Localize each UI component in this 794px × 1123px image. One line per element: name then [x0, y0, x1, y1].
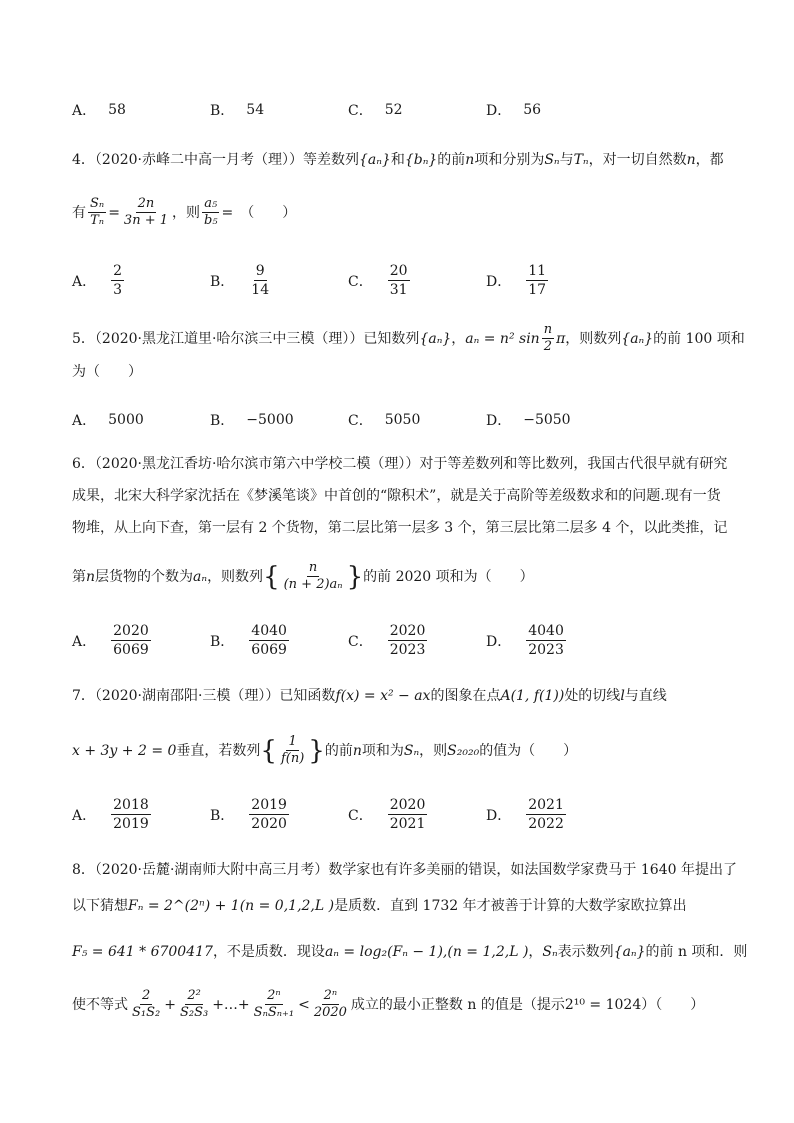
q8-rhs [312, 988, 349, 1021]
q6-text: 层货物的个数为 [95, 568, 194, 585]
q7-var-s2020: S₂₀₂₀ [447, 742, 480, 759]
q4-var-n: n [686, 152, 696, 168]
q4-line-1 [72, 150, 724, 170]
option-label: B． [210, 633, 235, 650]
q4-text: = （ ） [221, 204, 297, 221]
option-value: 58 [108, 102, 126, 118]
q8-op: < [298, 996, 310, 1013]
option-value: 52 [384, 102, 403, 118]
option-value: 56 [523, 102, 542, 118]
q3-option-a[interactable] [72, 100, 126, 120]
option-label: B． [210, 807, 235, 824]
q8-op: +…+ [212, 996, 250, 1013]
option-label: D． [486, 413, 512, 429]
q4-option-b[interactable] [210, 262, 274, 299]
frac-num: 2020 [113, 623, 149, 639]
q4-text: 有 [72, 204, 86, 221]
option-label: C． [348, 273, 373, 290]
q7-line-1 [72, 686, 667, 706]
option-label: B． [210, 273, 235, 290]
option-frac [111, 262, 124, 299]
option-frac [526, 262, 548, 299]
q4-text: 和 [390, 152, 405, 168]
q3-option-c[interactable] [348, 100, 403, 120]
frac-den: 6069 [251, 642, 287, 658]
q7-var-l: l [620, 688, 625, 704]
frac-den: 31 [389, 282, 408, 298]
option-label: A． [72, 413, 97, 429]
frac-den: 3 [113, 282, 123, 298]
frac-den: S₁S₂ [132, 1005, 161, 1020]
right-brace-icon: } [308, 735, 325, 766]
q8-text: 使不等式 [72, 996, 128, 1013]
right-brace-icon: } [346, 561, 364, 592]
q7-var-s: Sₙ [403, 742, 420, 759]
q4-option-a[interactable] [72, 262, 127, 299]
frac-den: 3n + 1 [123, 213, 168, 228]
frac-num: 2018 [113, 797, 149, 813]
q4-text: 与 [559, 152, 574, 168]
option-value: −5050 [523, 412, 571, 428]
option-label: D． [486, 807, 512, 824]
frac-num: 2019 [251, 797, 287, 813]
q4-var-n: n [465, 152, 475, 168]
frac-den: 2020 [313, 1005, 347, 1020]
frac-num: 11 [528, 263, 547, 279]
q7-text: 的前 [324, 742, 353, 759]
option-frac [526, 796, 566, 833]
option-value: 54 [246, 102, 265, 118]
frac-den: Tₙ [90, 213, 105, 228]
frac-den: 2019 [113, 816, 149, 832]
q7-line-eq: x + 3y + 2 = 0 [72, 742, 177, 759]
frac-num: a₅ [204, 196, 218, 211]
frac-den: 2 [543, 339, 553, 354]
q6-text: 第 [72, 568, 86, 585]
q8-f5: F₅ = 641 * 6700417 [72, 944, 213, 960]
frac-den: f(n) [280, 751, 305, 766]
q6-option-d[interactable] [486, 622, 569, 659]
q8-seq: {aₙ} [613, 944, 646, 960]
q6-text: 的前 2020 项和为（ ） [363, 568, 534, 585]
q7-text: 7．（2020·湖南邵阳·三模（理））已知函数 [72, 688, 336, 704]
option-frac [526, 622, 566, 659]
frac-num: 2 [113, 263, 123, 279]
frac-den: 2022 [528, 816, 564, 832]
option-label: A． [72, 273, 97, 290]
q3-option-d[interactable] [486, 100, 541, 120]
frac-den: 2021 [389, 816, 426, 832]
q4-text: 项和分别为 [474, 152, 545, 168]
q8-term-2 [178, 988, 210, 1021]
q7-option-c[interactable] [348, 796, 430, 833]
q8-text: 以下猜想 [72, 898, 128, 914]
option-label: A． [72, 807, 97, 824]
frac-den: b₅ [204, 213, 218, 228]
q5-formula: aₙ = n² sin [465, 330, 540, 347]
q4-var-t: Tₙ [573, 152, 589, 168]
q5-text: 的前 100 项和 [653, 330, 745, 347]
q5-text: ，则数列 [565, 330, 622, 347]
q8-line-1: 8．（2020·岳麓·湖南师大附中高三月考）数学家也有许多美丽的错误，如法国数学家费马于 1640 年提出了 [72, 862, 737, 878]
q5-text: 为（ ） [72, 364, 142, 380]
q7-text: 与直线 [624, 688, 667, 704]
q8-text: 是质数．直到 1732 年才被善于计算的大数学家欧拉算出 [334, 898, 687, 914]
q5-seq: {aₙ} [621, 330, 654, 347]
q8-text: ， [528, 944, 543, 960]
option-label: D． [486, 103, 512, 119]
option-label: D． [486, 633, 512, 650]
option-frac [388, 622, 428, 659]
frac-num: n [308, 560, 318, 575]
q7-option-d[interactable] [486, 796, 569, 833]
frac-num: 2ⁿ [267, 988, 281, 1003]
q7-text: 项和为 [361, 742, 404, 759]
q4-eq: = [108, 204, 120, 221]
frac-den: 17 [528, 282, 547, 298]
q8-text: 的前 n 项和．则 [645, 944, 748, 960]
q4-seq-a: {aₙ} [359, 152, 391, 168]
option-frac [249, 622, 289, 659]
q8-text: 成立的最小正整数 n 的值是（提示 [350, 996, 565, 1013]
frac-num: 2 [141, 988, 151, 1003]
option-value: 5000 [108, 412, 144, 428]
q8-text: ，不是质数．现设 [212, 944, 325, 960]
q5-line-1 [72, 322, 745, 355]
option-value: 5050 [384, 412, 421, 428]
q4-frac-a5-b5 [202, 196, 220, 229]
frac-num: 2021 [528, 797, 564, 813]
frac-num: 2² [187, 988, 201, 1003]
q8-fermat: Fₙ = 2^(2ⁿ) + 1(n = 0,1,2,L ) [128, 898, 335, 914]
q7-text: 垂直，若数列 [176, 742, 261, 759]
option-label: D． [486, 273, 512, 290]
frac-den: 14 [251, 282, 270, 298]
q7-option-b[interactable] [210, 796, 292, 833]
option-label: C． [348, 633, 373, 650]
option-label: C． [348, 103, 373, 119]
option-frac [249, 796, 289, 833]
q4-text: 的前 [437, 152, 466, 168]
q7-option-a[interactable] [72, 796, 154, 833]
option-label: B． [210, 413, 235, 429]
q6-option-a[interactable] [72, 622, 154, 659]
option-frac [249, 262, 271, 299]
q7-text: 的图象在点 [430, 688, 501, 704]
q8-hint: 2¹⁰ = 1024 [564, 996, 642, 1013]
q7-point: A(1, f(1)) [500, 688, 565, 704]
q5-text: 5．（2020·黑龙江道里·哈尔滨三中三模（理））已知数列 [72, 330, 420, 347]
frac-num: 2020 [389, 797, 426, 813]
q6-option-b[interactable] [210, 622, 292, 659]
option-frac [111, 622, 151, 659]
q5-seq: {aₙ} [419, 330, 452, 347]
q5-line-2 [72, 362, 142, 382]
q4-text: ，对一切自然数 [588, 152, 687, 168]
frac-den: S₂S₃ [179, 1005, 209, 1020]
frac-den: SₙSₙ₊₁ [253, 1005, 295, 1020]
option-frac [388, 796, 428, 833]
q4-text: 4．（2020·赤峰二中高一月考（理））等差数列 [72, 152, 359, 168]
q7-text: 的值为（ ） [479, 742, 578, 759]
q6-var-an: aₙ [193, 568, 208, 585]
frac-num: 4040 [251, 623, 287, 639]
q4-text: ，则 [172, 204, 200, 221]
q6-line-4 [72, 560, 534, 593]
frac-num: 2ⁿ [323, 988, 338, 1003]
option-label: C． [348, 413, 373, 429]
q6-line-3: 物堆，从上向下查，第一层有 2 个货物，第二层比第一层多 3 个，第三层比第二层多 4 个，以此类推，记 [72, 520, 728, 536]
frac-den: 2023 [528, 642, 564, 658]
q4-frac-s-over-t [88, 196, 106, 229]
q8-var-sn: Sₙ [542, 944, 558, 960]
q4-line-2 [72, 196, 296, 229]
frac-num: Sₙ [90, 196, 105, 211]
option-value: −5000 [246, 412, 294, 428]
q5-option-a[interactable] [72, 410, 144, 430]
q5-text: ， [451, 330, 466, 347]
option-frac [111, 796, 151, 833]
q6-line-1: 6．（2020·黑龙江香坊·哈尔滨市第六中学校二模（理））对于等差数列和等比数列，我国古代很早就有研究 [72, 456, 728, 472]
q4-option-d[interactable] [486, 262, 551, 299]
q4-frac-2n [122, 196, 170, 229]
q8-term-n [252, 988, 296, 1021]
frac-den: 6069 [113, 642, 149, 658]
frac-num: 2n [137, 196, 155, 211]
option-label: A． [72, 103, 97, 119]
frac-num: n [543, 322, 553, 337]
q8-line-2 [72, 896, 687, 916]
frac-num: 9 [255, 263, 265, 279]
q5-option-b[interactable] [210, 410, 294, 430]
q7-frac [279, 734, 306, 767]
q7-var-n: n [352, 742, 362, 759]
frac-den: (n + 2)aₙ [283, 577, 343, 592]
frac-num: 2020 [389, 623, 426, 639]
option-label: B． [210, 103, 235, 119]
option-frac [388, 262, 410, 299]
q5-frac-n-2 [542, 322, 554, 355]
q4-text: ，都 [695, 152, 724, 168]
q6-var-n: n [86, 568, 96, 585]
q5-option-c[interactable] [348, 410, 420, 430]
q6-text: ，则数列 [207, 568, 264, 585]
q8-op: + [164, 996, 176, 1013]
q7-text: 处的切线 [564, 688, 621, 704]
q5-option-d[interactable] [486, 410, 571, 430]
option-label: C． [348, 807, 373, 824]
frac-num: 20 [389, 263, 408, 279]
left-brace-icon: { [260, 735, 277, 766]
frac-den: 2023 [389, 642, 426, 658]
q7-func: f(x) = x² − ax [335, 688, 431, 704]
q6-option-c[interactable] [348, 622, 430, 659]
q6-line-2: 成果，北宋大科学家沈括在《梦溪笔谈》中首创的“隙积术”，就是关于高阶等差级数求和的问题.现有一货 [72, 488, 721, 504]
left-brace-icon: { [263, 561, 280, 592]
q5-formula-pi: π [556, 330, 566, 347]
q8-term-1 [130, 988, 162, 1021]
q8-an-def: aₙ = log₂(Fₙ − 1),(n = 1,2,L ) [324, 944, 529, 960]
q8-text: 表示数列 [557, 944, 614, 960]
option-label: A． [72, 633, 97, 650]
q4-seq-b: {bₙ} [404, 152, 438, 168]
q4-var-s: Sₙ [544, 152, 560, 168]
q7-line-2 [72, 734, 577, 767]
frac-den: 2020 [251, 816, 287, 832]
frac-num: 4040 [528, 623, 564, 639]
q3-option-b[interactable] [210, 100, 264, 120]
q8-text: ）（ ） [641, 996, 705, 1013]
q8-line-3 [72, 942, 747, 962]
frac-num: 1 [288, 734, 297, 749]
q6-frac [282, 560, 345, 593]
q8-line-4 [72, 988, 704, 1021]
q7-text: ，则 [419, 742, 448, 759]
q4-option-c[interactable] [348, 262, 413, 299]
